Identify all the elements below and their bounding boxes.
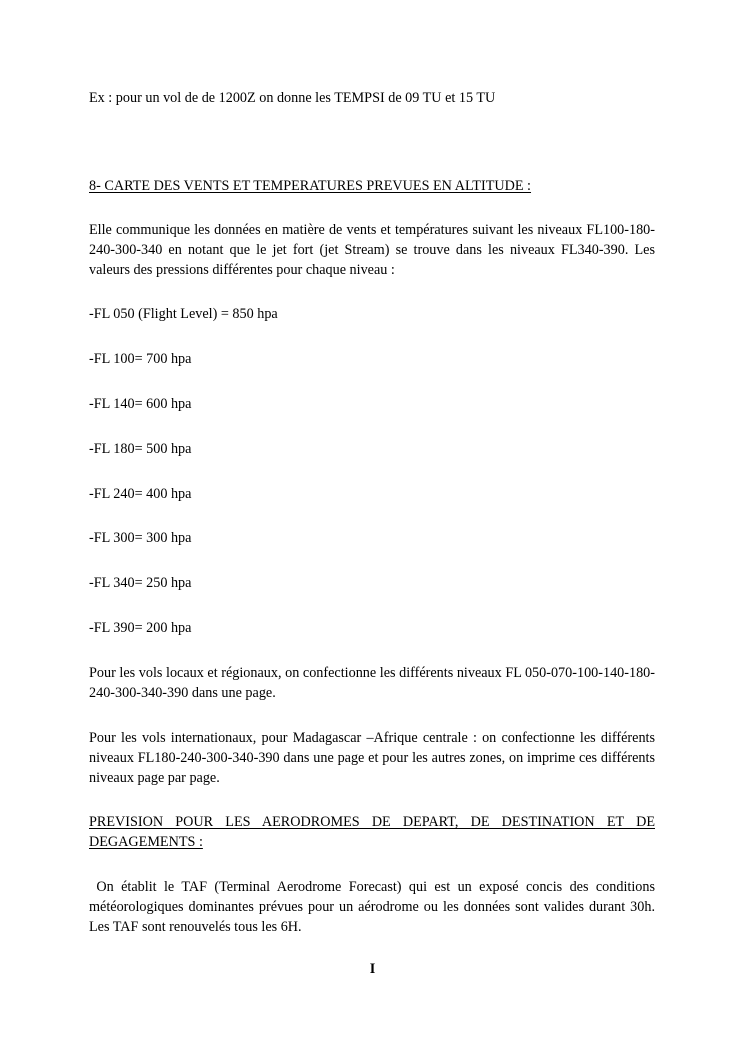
flight-level-item: -FL 340= 250 hpa — [89, 575, 192, 591]
section8-intro-paragraph: Elle communique les données en matière de vents et températures suivant les niveaux FL100-180-240-300-340 en notant que le jet fort (jet Stream) se trouve dans les niveaux FL340-390. Les valeurs des pressions différentes pour chaque niveau : — [89, 222, 655, 278]
flight-level-item: -FL 300= 300 hpa — [89, 530, 192, 546]
taf-paragraph: On établit le TAF (Terminal Aerodrome Forecast) qui est un exposé concis des conditions météorologiques dominantes prévues pour un aérodrome ou les données sont valides durant 30h. Les TAF sont renouvelés tous les 6H. — [89, 879, 659, 935]
flight-level-item: -FL 140= 600 hpa — [89, 396, 192, 412]
page-number: I — [369, 961, 376, 977]
flight-level-item: -FL 240= 400 hpa — [89, 486, 192, 502]
example-line: Ex : pour un vol de de 1200Z on donne les TEMPSI de 09 TU et 15 TU — [89, 90, 496, 106]
flight-level-item: -FL 180= 500 hpa — [89, 441, 192, 457]
local-flights-paragraph: Pour les vols locaux et régionaux, on confectionne les différents niveaux FL 050-070-100-140-180-240-300-340-390 dans une page. — [89, 665, 655, 701]
aerodrome-heading: PREVISION POUR LES AERODROMES DE DEPART, DE DESTINATION ET DE DEGAGEMENTS : — [89, 814, 655, 850]
flight-level-item: -FL 050 (Flight Level) = 850 hpa — [89, 306, 278, 322]
section8-heading: 8- CARTE DES VENTS ET TEMPERATURES PREVUES EN ALTITUDE : — [89, 178, 532, 194]
flight-level-item: -FL 390= 200 hpa — [89, 620, 192, 636]
flight-level-item: -FL 100= 700 hpa — [89, 351, 192, 367]
international-flights-paragraph: Pour les vols internationaux, pour Madagascar –Afrique centrale : on confectionne les différents niveaux FL180-240-300-340-390 dans une page et pour les autres zones, on imprime ces différents niveaux page par page. — [89, 730, 655, 786]
